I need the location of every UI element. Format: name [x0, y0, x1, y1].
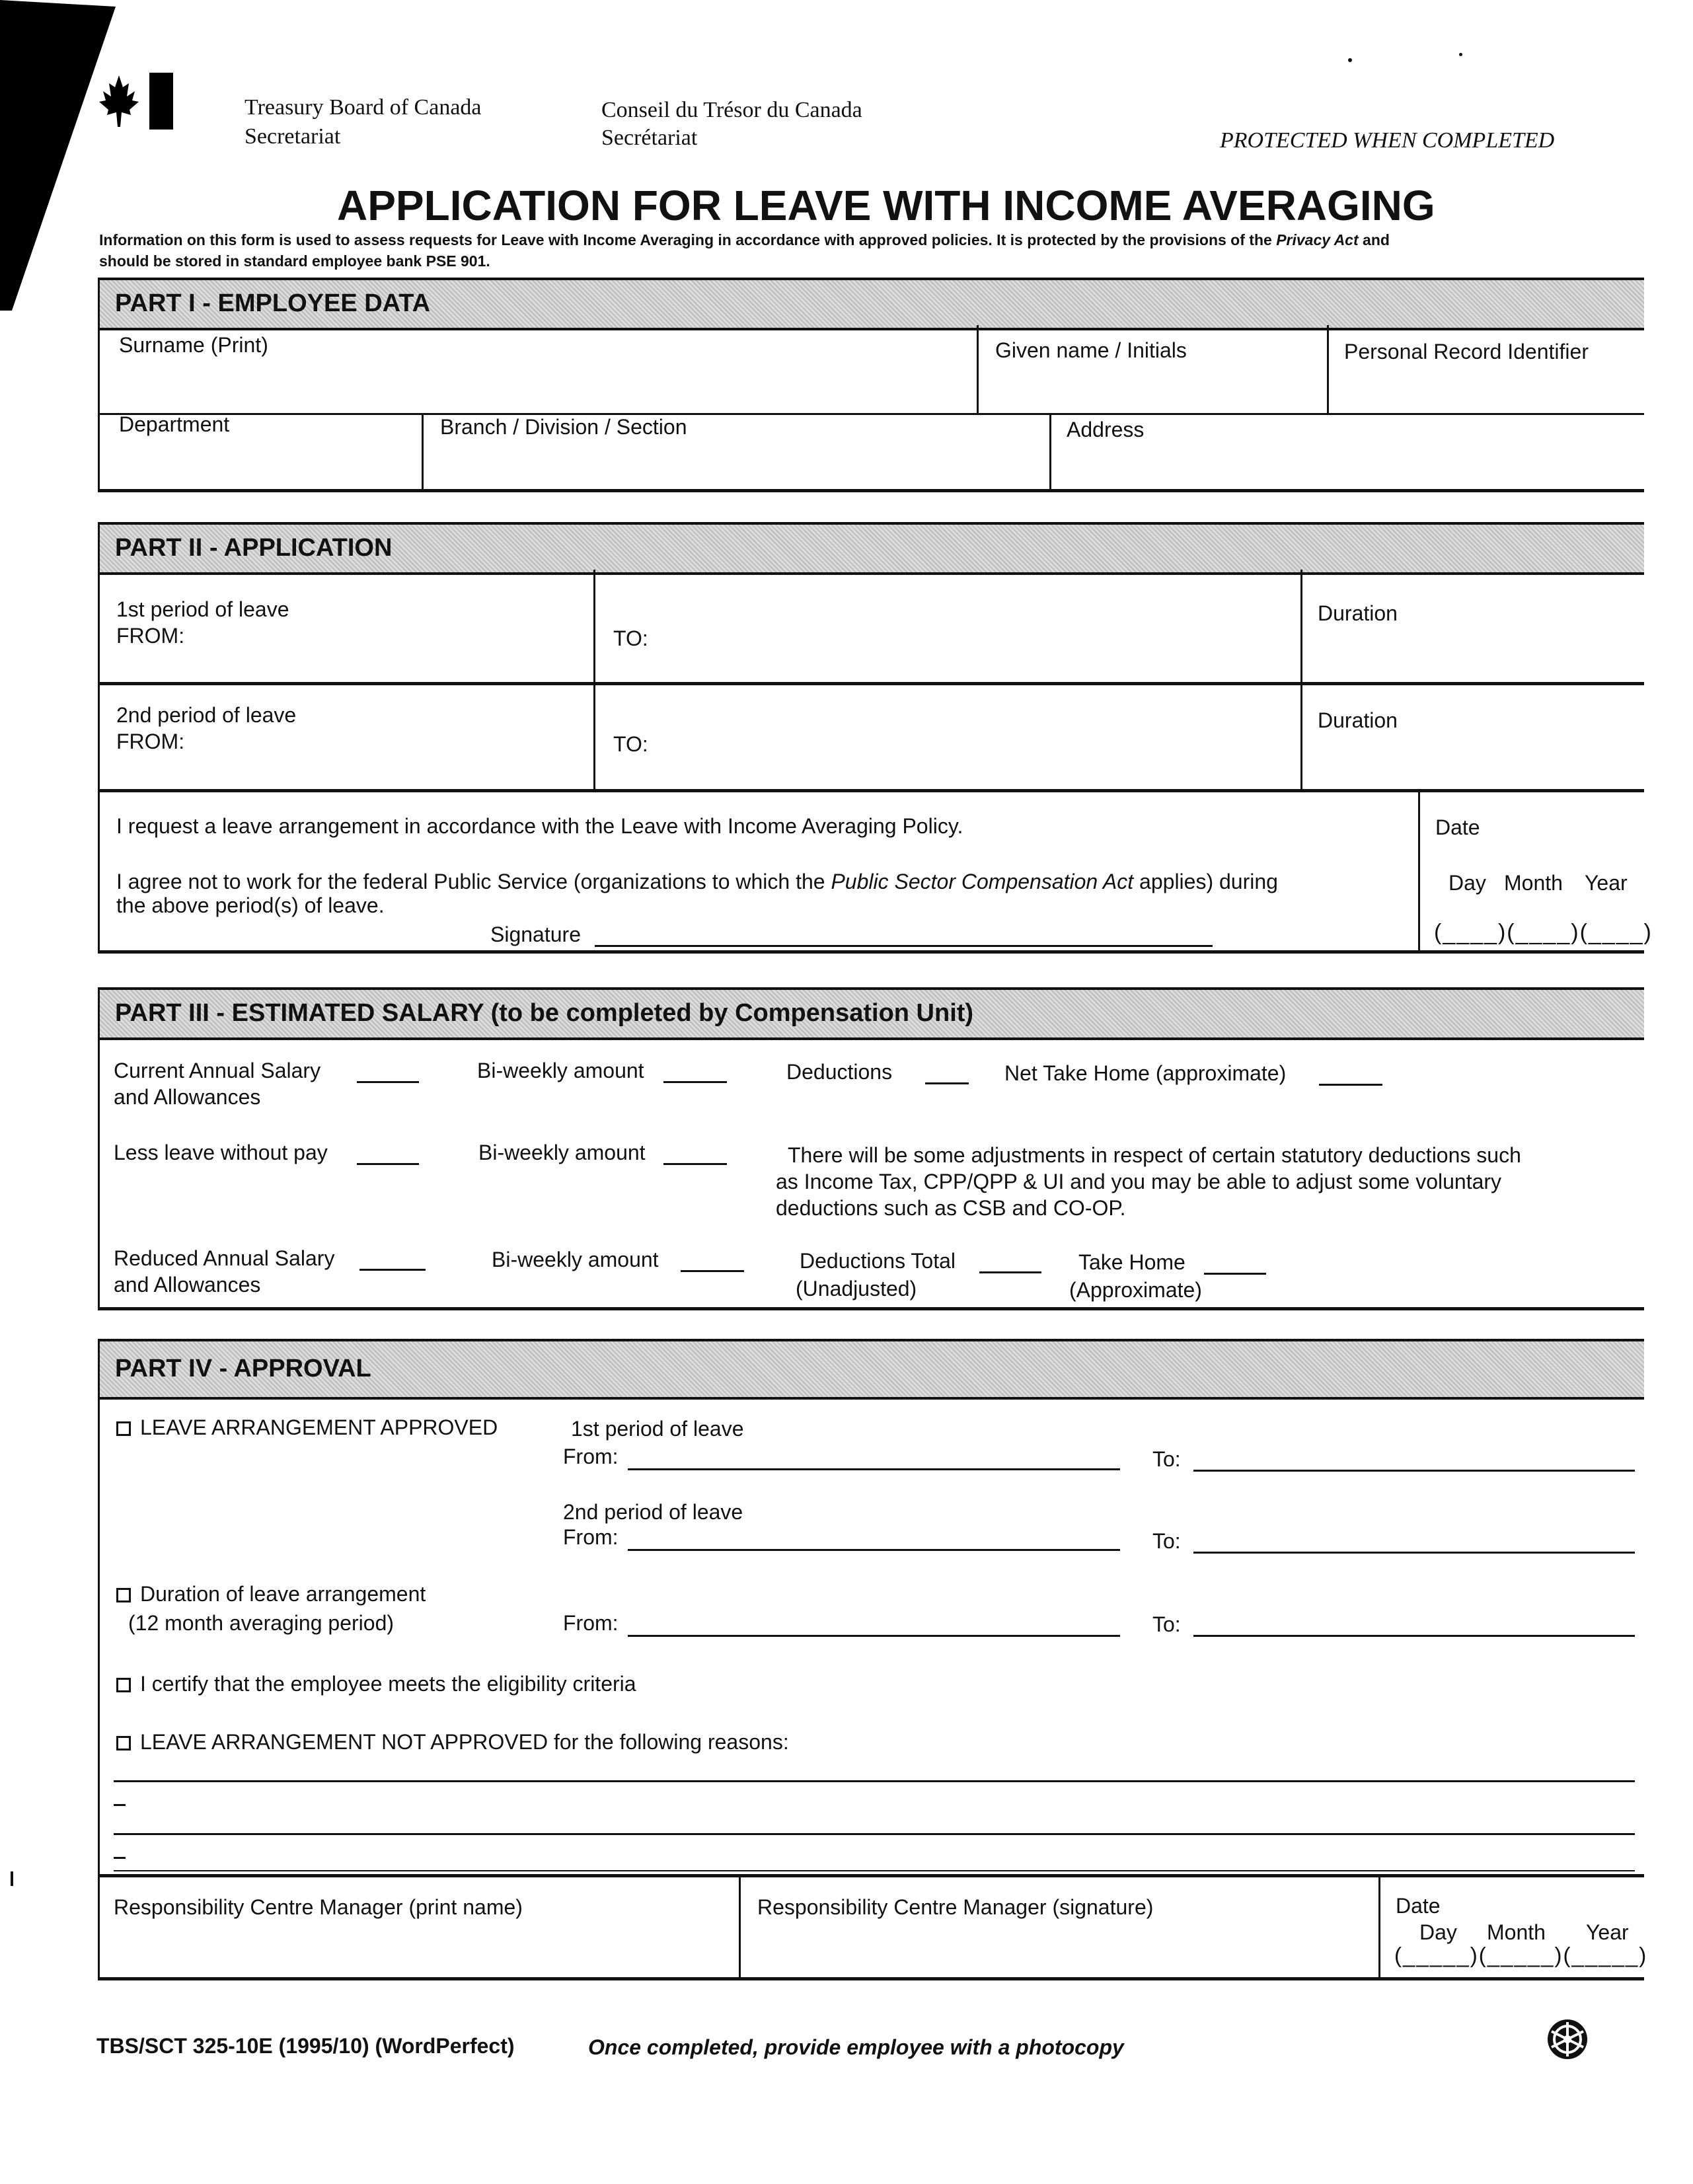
approval-date-day-label: Day: [1419, 1920, 1457, 1944]
part1-left-border: [98, 278, 100, 490]
scan-speck: [1348, 58, 1352, 62]
date-day-label: Day: [1448, 871, 1486, 895]
info-line-2: should be stored in standard employee bank PSE 901.: [99, 252, 490, 270]
certify-option[interactable]: I certify that the employee meets the eligibility criteria: [116, 1672, 636, 1696]
part2-bottom-border: [98, 950, 1644, 954]
reduced-salary-label: Reduced Annual Salary: [114, 1246, 335, 1270]
reasons-dash-2: [114, 1857, 126, 1859]
given-name-field[interactable]: [985, 363, 1322, 408]
request-statement: I request a leave arrangement in accordance with the Leave with Income Averaging Policy.: [116, 814, 963, 838]
net-take-home-label: Net Take Home (approximate): [1004, 1061, 1287, 1085]
date-input-boxes[interactable]: (____)(____)(____): [1434, 920, 1653, 945]
rcm-print-field[interactable]: [106, 1923, 734, 1973]
duration-option-2: (12 month averaging period): [128, 1611, 395, 1635]
reduced-salary-label-2: and Allowances: [114, 1273, 261, 1297]
adjustment-note-1: There will be some adjustments in respect of certain statutory deductions such: [788, 1143, 1521, 1167]
date-year-label: Year: [1585, 871, 1628, 895]
adjustment-note-2: as Income Tax, CPP/QPP & UI and you may be able to adjust some voluntary: [776, 1170, 1502, 1193]
part1-col-divider-1: [977, 325, 979, 413]
recycled-symbol-icon: [1544, 2015, 1594, 2066]
agree-statement-2: the above period(s) of leave.: [116, 893, 385, 917]
adjustment-note-3: deductions such as CSB and CO-OP.: [776, 1196, 1126, 1220]
period1-duration-label: Duration: [1318, 601, 1398, 625]
part1-row-divider: [98, 413, 1644, 415]
not-approved-option[interactable]: LEAVE ARRANGEMENT NOT APPROVED for the following reasons:: [116, 1730, 789, 1754]
org-name-en: Treasury Board of Canada: [245, 95, 482, 120]
part4-col-divider-1: [739, 1874, 741, 1978]
org-name-fr-2: Secrétariat: [601, 126, 698, 150]
department-field[interactable]: [106, 441, 416, 485]
approval-period2-to-label: To:: [1152, 1529, 1181, 1553]
approval-period1-to-label: To:: [1152, 1447, 1181, 1471]
duration-to-label: To:: [1152, 1612, 1181, 1636]
part2-col-divider-1: [593, 570, 595, 790]
rcm-print-label: Responsibility Centre Manager (print name): [114, 1895, 523, 1919]
signature-label: Signature: [490, 923, 581, 946]
address-field[interactable]: [1057, 444, 1639, 485]
approval-date-boxes[interactable]: (_____)(_____)(_____): [1394, 1943, 1648, 1967]
period1-from-field[interactable]: [211, 615, 582, 674]
part2-row-divider-2: [98, 789, 1644, 792]
form-number: TBS/SCT 325-10E (1995/10) (WordPerfect): [96, 2034, 515, 2058]
approval-period2-from-field[interactable]: [628, 1528, 1120, 1551]
current-salary-label-2: and Allowances: [114, 1085, 261, 1109]
less-lwop-field[interactable]: [357, 1143, 419, 1165]
approval-period1-to-field[interactable]: [1193, 1449, 1635, 1472]
part1-bottom-border: [98, 489, 1644, 492]
approved-option[interactable]: LEAVE ARRANGEMENT APPROVED: [116, 1415, 498, 1440]
scan-speck: [11, 1871, 13, 1886]
biweekly-label-2: Bi-weekly amount: [478, 1141, 646, 1164]
org-name-en-2: Secretariat: [245, 124, 341, 149]
given-name-label: Given name / Initials: [995, 338, 1187, 362]
period2-to-label: TO:: [613, 732, 648, 756]
part3-heading: PART III - ESTIMATED SALARY (to be completed by Compensation Unit): [115, 999, 974, 1027]
approved-checkbox[interactable]: [116, 1421, 131, 1436]
reasons-line-2[interactable]: [114, 1833, 1635, 1835]
protected-label: PROTECTED WHEN COMPLETED: [1220, 128, 1555, 153]
current-salary-label: Current Annual Salary: [114, 1059, 321, 1082]
surname-label: Surname (Print): [119, 333, 268, 357]
biweekly-label-1: Bi-weekly amount: [477, 1059, 644, 1082]
part2-heading-band: [98, 522, 1644, 575]
not-approved-checkbox[interactable]: [116, 1736, 131, 1751]
date-label: Date: [1435, 815, 1480, 839]
rcm-signature-field[interactable]: [747, 1923, 1374, 1973]
approval-period1-label: 1st period of leave: [571, 1417, 744, 1441]
reasons-line-1[interactable]: [114, 1780, 1635, 1782]
surname-field[interactable]: [106, 360, 971, 408]
period1-to-field[interactable]: [661, 595, 1289, 674]
duration-from-label: From:: [563, 1611, 619, 1635]
biweekly-field-2[interactable]: [663, 1143, 727, 1165]
reasons-line-3[interactable]: [114, 1870, 1635, 1871]
part4-left-border: [98, 1339, 100, 1980]
biweekly-field-3[interactable]: [681, 1250, 744, 1272]
period1-from-label: FROM:: [116, 624, 185, 648]
duration-checkbox[interactable]: [116, 1588, 131, 1602]
biweekly-field-1[interactable]: [663, 1061, 727, 1083]
department-label: Department: [119, 412, 230, 436]
part4-bottom-border: [98, 1977, 1644, 1980]
take-home-label: Take Home: [1078, 1250, 1185, 1274]
approval-date-year-label: Year: [1586, 1920, 1629, 1944]
deductions-total-field[interactable]: [979, 1252, 1041, 1273]
approximate-label: (Approximate): [1069, 1278, 1202, 1302]
approval-period1-from-label: From:: [563, 1445, 619, 1468]
part2-left-border: [98, 522, 100, 953]
period2-duration-field[interactable]: [1312, 734, 1639, 785]
period2-duration-label: Duration: [1318, 708, 1398, 732]
agree-statement: I agree not to work for the federal Public Service (organizations to which the Public Sector Compensation Act applies) during: [116, 870, 1278, 893]
part3-heading-band: [98, 987, 1644, 1040]
part2-row-divider-1: [98, 682, 1644, 685]
approval-date-month-label: Month: [1487, 1920, 1546, 1944]
duration-option[interactable]: Duration of leave arrangement: [116, 1582, 426, 1606]
take-home-field[interactable]: [1204, 1253, 1266, 1275]
approval-period2-to-field[interactable]: [1193, 1530, 1635, 1554]
period2-to-field[interactable]: [661, 700, 1289, 783]
deductions-label: Deductions: [786, 1060, 893, 1084]
rcm-signature-label: Responsibility Centre Manager (signature): [757, 1895, 1154, 1919]
net-take-home-field[interactable]: [1319, 1064, 1382, 1086]
part2-heading: PART II - APPLICATION: [115, 534, 393, 562]
part4-col-divider-2: [1378, 1874, 1380, 1978]
current-salary-field[interactable]: [357, 1061, 419, 1083]
approval-period2-from-label: From:: [563, 1525, 619, 1549]
certify-checkbox[interactable]: [116, 1678, 131, 1692]
part1-heading: PART I - EMPLOYEE DATA: [115, 289, 431, 317]
approval-date-label: Date: [1396, 1894, 1441, 1918]
part4-manager-row-top: [98, 1874, 1644, 1877]
duration-from-field[interactable]: [628, 1614, 1120, 1637]
info-line-1: Information on this form is used to assess requests for Leave with Income Averaging in accordance with approved policies. It is protected by the provisions of the Privacy Act and: [99, 231, 1390, 248]
part4-heading: PART IV - APPROVAL: [115, 1355, 371, 1382]
form-title: APPLICATION FOR LEAVE WITH INCOME AVERAGING: [337, 182, 1435, 229]
part1-col-divider-2: [1327, 325, 1329, 413]
period1-to-label: TO:: [613, 626, 648, 650]
unadjusted-label: (Unadjusted): [796, 1277, 917, 1300]
pri-field[interactable]: [1335, 365, 1639, 408]
reduced-salary-field[interactable]: [359, 1249, 426, 1271]
address-label: Address: [1067, 418, 1145, 441]
date-month-label: Month: [1504, 871, 1563, 895]
period2-from-field[interactable]: [211, 720, 582, 783]
biweekly-label-3: Bi-weekly amount: [492, 1248, 659, 1271]
signature-field[interactable]: [595, 925, 1213, 947]
part2-col-divider-3: [1418, 790, 1420, 953]
period2-from-label: FROM:: [116, 730, 185, 753]
pri-label: Personal Record Identifier: [1344, 340, 1589, 363]
less-lwop-label: Less leave without pay: [114, 1141, 328, 1164]
canada-flag-logo: [93, 71, 178, 131]
photocopy-note: Once completed, provide employee with a photocopy: [588, 2035, 1124, 2059]
approval-period2-label: 2nd period of leave: [563, 1500, 743, 1524]
part1-heading-band: [98, 278, 1644, 330]
part3-left-border: [98, 987, 100, 1310]
part4-heading-band: [98, 1339, 1644, 1400]
duration-to-field[interactable]: [1193, 1614, 1635, 1637]
period2-label: 2nd period of leave: [116, 703, 297, 727]
part1-col-divider-3: [422, 413, 424, 489]
period1-label: 1st period of leave: [116, 597, 289, 621]
period1-duration-field[interactable]: [1312, 628, 1639, 677]
branch-label: Branch / Division / Section: [440, 415, 687, 439]
deductions-total-label: Deductions Total: [800, 1249, 956, 1273]
scan-speck: [1459, 53, 1462, 56]
branch-field[interactable]: [430, 443, 1044, 485]
approval-period1-from-field[interactable]: [628, 1447, 1120, 1470]
deductions-field[interactable]: [925, 1063, 969, 1084]
part3-bottom-border: [98, 1307, 1644, 1310]
part1-col-divider-4: [1049, 413, 1051, 489]
part2-col-divider-2: [1300, 570, 1302, 790]
org-name-fr: Conseil du Trésor du Canada: [601, 98, 862, 122]
reasons-dash-1: [114, 1804, 126, 1806]
